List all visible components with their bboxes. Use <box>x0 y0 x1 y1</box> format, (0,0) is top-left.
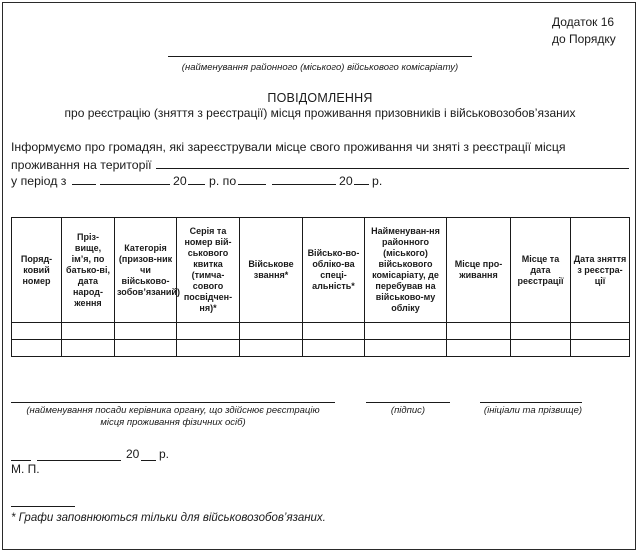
position-caption-line-1: (найменування посади керівника органу, що здійснює реєстрацію <box>26 405 320 416</box>
intro-line-2-label: проживання на території <box>11 158 152 172</box>
stamp-place: М. П. <box>11 462 40 476</box>
period-start-day-line <box>72 184 96 185</box>
col-header-number: Поряд-ковий номер <box>12 218 62 323</box>
period-end-year-line <box>354 184 369 185</box>
position-line <box>11 402 335 403</box>
table-cell[interactable] <box>177 340 240 357</box>
table-cell[interactable] <box>12 340 62 357</box>
table-header-row <box>12 218 630 323</box>
table-cell[interactable] <box>447 340 511 357</box>
name-line <box>480 402 582 403</box>
period-label: у період з <box>11 174 67 188</box>
table-cell[interactable] <box>303 323 365 340</box>
table-cell[interactable] <box>240 340 303 357</box>
table-cell[interactable] <box>62 323 115 340</box>
table-cell[interactable] <box>365 323 447 340</box>
col-header-deregistration: Дата зняття з реєстра-ції <box>571 218 630 323</box>
table-cell[interactable] <box>115 323 177 340</box>
date-year-line <box>141 460 156 461</box>
intro-line-1: Інформуємо про громадян, які зареєстрували місце свого проживання чи зняті з реєстрації місця <box>11 140 566 154</box>
col-header-residence: Місце про-живання <box>447 218 511 323</box>
table-cell[interactable] <box>240 323 303 340</box>
table-cell[interactable] <box>511 340 571 357</box>
registration-table <box>11 217 630 357</box>
table-cell[interactable] <box>303 340 365 357</box>
footnote-rule <box>11 506 75 507</box>
signature-caption: (підпис) <box>390 405 426 416</box>
appendix-note <box>552 14 630 48</box>
table-cell[interactable] <box>115 340 177 357</box>
period-end-month-line <box>272 184 336 185</box>
table-cell[interactable] <box>447 323 511 340</box>
table-cell[interactable] <box>177 323 240 340</box>
col-header-registration: Місце та дата реєстрації <box>511 218 571 323</box>
table-cell[interactable] <box>571 340 630 357</box>
period-to-label: р. по <box>209 174 237 188</box>
period-end-label: р. <box>372 174 383 188</box>
table-cell[interactable] <box>12 323 62 340</box>
table-cell[interactable] <box>365 340 447 357</box>
footnote: * Графи заповнюються тільки для військовозобов’язаних. <box>11 512 326 524</box>
table-row <box>12 323 630 340</box>
signature-line <box>366 402 450 403</box>
period-start-year-line <box>188 184 205 185</box>
col-header-full-name: Пріз-вище, ім’я, по батько-ві, дата народ-ження <box>62 218 115 323</box>
commissariat-name-line <box>168 56 472 57</box>
col-header-commissariat: Найменуван-ня районного (міського) військового комісаріату, де перебував на військово-му обліку <box>365 218 447 323</box>
period-end-day-line <box>238 184 266 185</box>
table-row <box>12 340 630 357</box>
position-caption-line-2: місця проживання фізичних осіб) <box>100 417 246 428</box>
col-header-military-id: Серія та номер вій-ськового квитка (тимча-сового посвідчен-ня)* <box>177 218 240 323</box>
document-title: ПОВІДОМЛЕННЯ <box>267 91 373 105</box>
period-start-month-line <box>100 184 170 185</box>
period-start-year: 20 <box>173 174 187 188</box>
table-cell[interactable] <box>571 323 630 340</box>
period-end-year: 20 <box>339 174 353 188</box>
position-caption <box>11 405 335 429</box>
table-cell[interactable] <box>62 340 115 357</box>
commissariat-caption: (найменування районного (міського) військового комісаріату) <box>181 62 459 73</box>
territory-line <box>156 168 629 169</box>
name-caption: (ініціали та прізвище) <box>483 405 583 416</box>
date-day-line <box>11 460 31 461</box>
appendix-reference: до Порядку <box>552 32 616 46</box>
appendix-number: Додаток 16 <box>552 15 615 29</box>
date-month-line <box>37 460 121 461</box>
table-cell[interactable] <box>511 323 571 340</box>
date-year-suffix: р. <box>159 447 170 461</box>
col-header-category: Категорія (призов-ник чи військово-зобов’язаний) <box>115 218 177 323</box>
date-year-prefix: 20 <box>126 447 140 461</box>
col-header-specialty: Військо-во-обліко-ва спеці-альність* <box>303 218 365 323</box>
document-subtitle: про реєстрацію (зняття з реєстрації) місця проживання призовників і військовозобов’язаних <box>64 106 576 120</box>
col-header-rank: Військове звання* <box>240 218 303 323</box>
